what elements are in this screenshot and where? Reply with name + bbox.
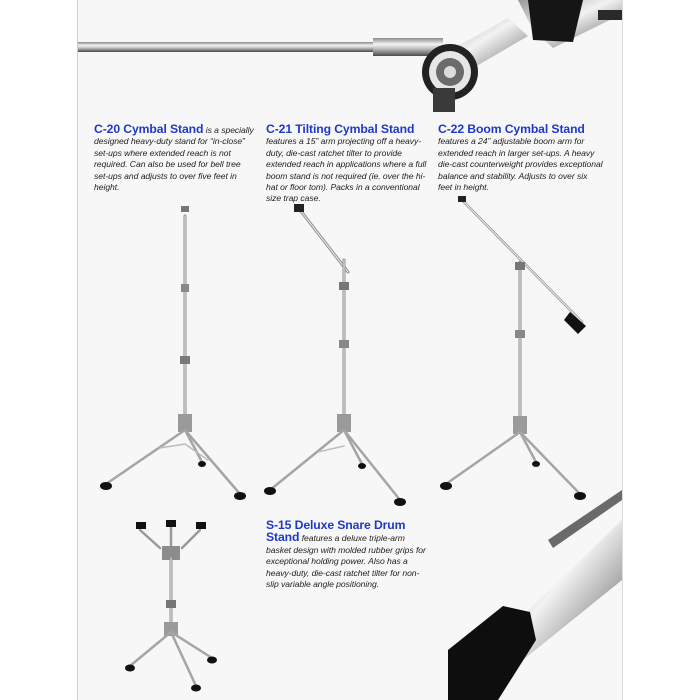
- product-block-c22: [438, 124, 603, 193]
- s15-stand-photo: [125, 520, 217, 692]
- product-block-s15: [266, 520, 426, 590]
- boom-arm-closeup-photo: [78, 0, 622, 112]
- c22-stand-photo: [440, 196, 586, 500]
- product-description: features a 15” arm projecting off a heavy-duty, die-cast ratchet tilter to provide extended reach in applications where a full boom stand is not required (ie. over the hi-hat or floor tom). Packs in a conventional size trap case.: [266, 136, 427, 204]
- catalog-page: [78, 0, 622, 700]
- product-description: is a specially designed heavy-duty stand for “in-close” set-ups where extended reach is not required. Can also be used for bell tree set-ups and adjusts to over five feet in height.: [94, 125, 254, 193]
- c21-stand-photo: [264, 204, 406, 506]
- product-photos: [78, 0, 622, 700]
- stand-leg-closeup-photo: [448, 490, 622, 700]
- product-title: C-21 Tilting Cymbal Stand: [266, 122, 415, 136]
- product-title: C-20 Cymbal Stand: [94, 122, 204, 136]
- product-block-c20: [94, 124, 256, 193]
- product-block-c21: [266, 124, 428, 205]
- c20-stand-photo: [100, 206, 246, 500]
- product-description: features a deluxe triple-arm basket design with molded rubber grips for exceptional holding power. Also has a heavy-duty, die-cast ratchet tilter for non-slip variable angle positioning.: [266, 533, 426, 590]
- product-title: S-15 Deluxe Snare Drum Stand: [266, 518, 406, 545]
- page-edge: [622, 0, 623, 700]
- product-title: C-22 Boom Cymbal Stand: [438, 122, 585, 136]
- product-description: features a 24” adjustable boom arm for extended reach in larger set-ups. A heavy die-cast counterweight provides exceptional balance and stability. Adjusts to over six feet in height.: [438, 136, 603, 193]
